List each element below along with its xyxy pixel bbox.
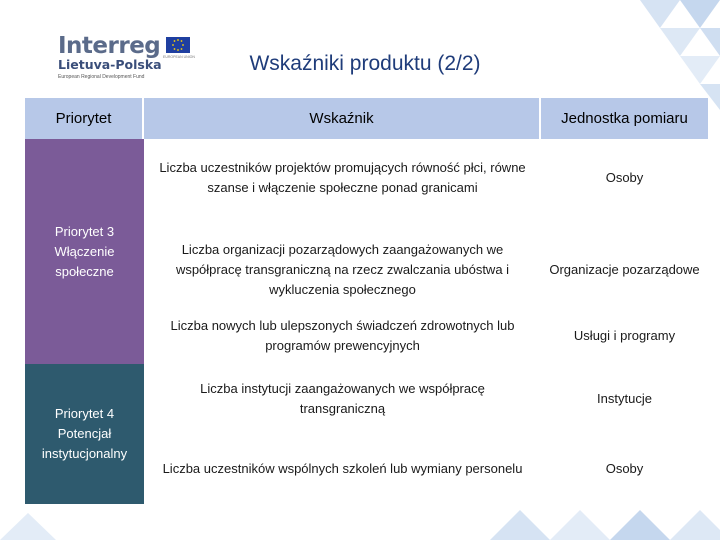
- decorative-triangles-bottom-left: [0, 505, 60, 540]
- decorative-triangles-bottom: [470, 500, 720, 540]
- header-unit: Jednostka pomiaru: [541, 98, 708, 139]
- unit-cell: Osoby: [541, 438, 708, 500]
- logo-program-name: Lietuva-Polska: [58, 57, 162, 72]
- header-priority: Priorytet: [25, 98, 142, 139]
- header-indicator: Wskaźnik: [144, 98, 539, 139]
- indicator-cell: Liczba nowych lub ulepszonych świadczeń zdrowotnych lub programów prewencyjnych: [144, 310, 541, 362]
- indicator-cell: Liczba uczestników projektów promujących równość płci, równe szanse i włączenie społeczne ponad granicami: [144, 139, 541, 217]
- eu-flag-caption: EUROPEAN UNION: [163, 55, 195, 59]
- indicator-cell: Liczba uczestników wspólnych szkoleń lub wymiany personelu: [144, 438, 541, 500]
- indicator-cell: Liczba organizacji pozarządowych zaangażowanych we współpracę transgraniczną na rzecz zwalczania ubóstwa i wykluczenia społecznego: [144, 237, 541, 302]
- priority-3-cell: Priorytet 3 Włączenie społeczne: [25, 139, 144, 364]
- unit-cell: Instytucje: [541, 368, 708, 430]
- interreg-logo: [58, 34, 198, 84]
- page-title: Wskaźniki produktu (2/2): [249, 52, 481, 75]
- indicator-cell: Liczba instytucji zaangażowanych we współpracę transgraniczną: [144, 368, 541, 430]
- logo-wordmark: Interreg: [58, 33, 161, 59]
- logo-fund-text: European Regional Development Fund: [58, 74, 145, 80]
- indicators-table: [25, 98, 708, 504]
- eu-flag-icon: [166, 37, 190, 53]
- priority-4-cell: Priorytet 4 Potencjał instytucjonalny: [25, 364, 144, 504]
- unit-cell: Osoby: [541, 139, 708, 217]
- unit-cell: Usługi i programy: [541, 310, 708, 362]
- unit-cell: Organizacje pozarządowe: [541, 237, 708, 302]
- decorative-triangles-top-right: [600, 0, 720, 110]
